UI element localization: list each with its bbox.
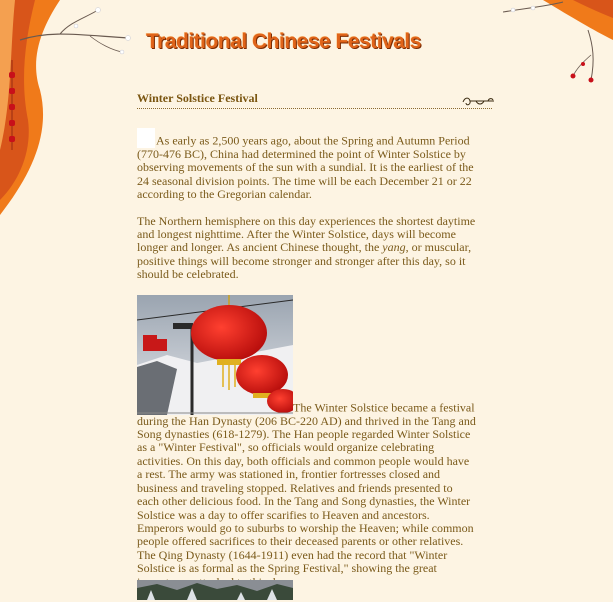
page-title: Traditional Chinese Festivals: [146, 30, 421, 53]
paragraph-intro-text: As early as 2,500 years ago, about the Spring and Autumn Period (770-476 BC), China had determined the point of Winter Solstice by observing movements of the sun with a sundial. It is the earliest of the 24 seasonal division points. The time will be each December 21 or 22 according to the Gregorian calendar.: [137, 133, 474, 202]
yang-emphasis: yang: [382, 240, 406, 255]
right-corner-decoration: [503, 0, 613, 90]
article-content: [137, 128, 477, 602]
paragraph-hemisphere-text-a: The Northern hemisphere on this day experiences the shortest daytime and longest nighttime. After the Winter Solstice, days will become longer and longer. As ancient Chinese thought, the: [137, 213, 476, 255]
snow-photo: [137, 580, 293, 600]
placeholder-image: [137, 128, 155, 148]
paragraph-history-text: The Winter Solstice became a festival during the Han Dynasty (206 BC-220 AD) and thrived in the Tang and Song dynasties (618-1279). The Han people regarded Winter Solstice as a "Winter Festival", so officials would organize celebrating activities. On this day, both officials and common people would have a rest. The army was stationed in, frontier fortresses closed and business and traveling stopped. Relatives and friends presented to each other delicious food. In the Tang and Song dynasties, the Winter Solstice was a day to offer scarifies to Heaven and ancestors. Emperors would go to suburbs to worship the Heaven; while common people offered sacrifices to their deceased parents or other relatives. The Qing Dynasty (1644-1911) even had the record that "Winter Solstice is as formal as the Spring Festival," showing the great: [137, 400, 476, 576]
paragraph-hemisphere: [137, 215, 477, 282]
flourish-icon: [462, 96, 496, 108]
paragraph-history: [137, 295, 477, 589]
paragraph-intro: [137, 128, 477, 202]
left-corner-decoration: [0, 0, 140, 230]
paragraph-hemisphere-text-b: , or muscular, positive things will become stronger and stronger after this day, so it should be celebrated.: [137, 240, 472, 282]
section-heading: Winter Solstice Festival: [137, 91, 492, 109]
lantern-photo: [137, 295, 293, 415]
